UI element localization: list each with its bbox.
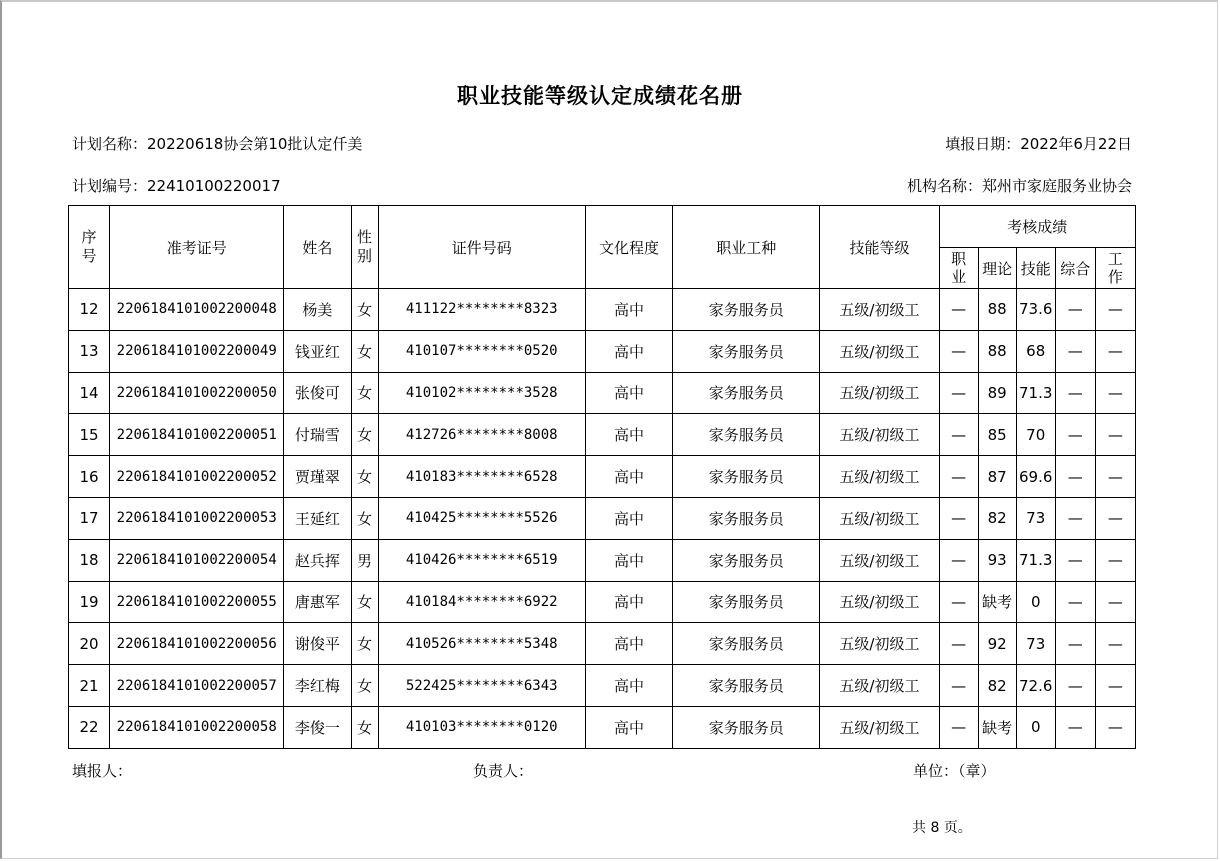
cell-score-work: — bbox=[1095, 372, 1135, 414]
table-row bbox=[69, 289, 1136, 331]
cell-score-skill: 68 bbox=[1016, 330, 1055, 372]
header-score-overall: 综合 bbox=[1055, 248, 1095, 289]
header-score-theory: 理论 bbox=[978, 248, 1016, 289]
cell-score-vocation: — bbox=[939, 497, 978, 539]
cell-seq: 19 bbox=[69, 581, 110, 623]
cell-exam-no: 2206184101002200057 bbox=[110, 665, 284, 707]
header-exam-no: 准考证号 bbox=[110, 206, 284, 289]
cell-name: 谢俊平 bbox=[284, 623, 351, 665]
cell-exam-no: 2206184101002200055 bbox=[110, 581, 284, 623]
cell-score-overall: — bbox=[1055, 372, 1095, 414]
cell-score-vocation: — bbox=[939, 330, 978, 372]
cell-exam-no: 2206184101002200056 bbox=[110, 623, 284, 665]
cell-level: 五级/初级工 bbox=[820, 665, 939, 707]
cell-score-skill: 73 bbox=[1016, 497, 1055, 539]
cell-score-vocation: — bbox=[939, 539, 978, 581]
table-row bbox=[69, 665, 1136, 707]
cell-level: 五级/初级工 bbox=[820, 623, 939, 665]
cell-score-vocation: — bbox=[939, 456, 978, 498]
cell-exam-no: 2206184101002200058 bbox=[110, 706, 284, 748]
cell-id-no: 522425********6343 bbox=[378, 665, 585, 707]
header-scores: 考核成绩 bbox=[939, 206, 1135, 248]
cell-id-no: 410183********6528 bbox=[378, 456, 585, 498]
cell-level: 五级/初级工 bbox=[820, 706, 939, 748]
cell-education: 高中 bbox=[585, 456, 672, 498]
cell-education: 高中 bbox=[585, 330, 672, 372]
cell-score-skill: 71.3 bbox=[1016, 539, 1055, 581]
cell-score-theory: 88 bbox=[978, 330, 1016, 372]
cell-seq: 22 bbox=[69, 706, 110, 748]
cell-occupation: 家务服务员 bbox=[673, 330, 820, 372]
org-name: 机构名称：郑州市家庭服务业协会 bbox=[906, 177, 1132, 195]
cell-seq: 20 bbox=[69, 623, 110, 665]
cell-gender: 女 bbox=[351, 456, 378, 498]
fill-date: 填报日期：2022年6月22日 bbox=[945, 135, 1132, 153]
cell-score-skill: 73.6 bbox=[1016, 289, 1055, 331]
cell-score-theory: 92 bbox=[978, 623, 1016, 665]
plan-number: 计划编号：22410100220017 bbox=[72, 177, 281, 195]
cell-occupation: 家务服务员 bbox=[673, 581, 820, 623]
cell-occupation: 家务服务员 bbox=[673, 706, 820, 748]
header-score-vocation: 职业 bbox=[939, 248, 978, 289]
cell-exam-no: 2206184101002200050 bbox=[110, 372, 284, 414]
roster-body bbox=[69, 289, 1136, 749]
cell-score-work: — bbox=[1095, 581, 1135, 623]
header-score-skill: 技能 bbox=[1016, 248, 1055, 289]
cell-name: 钱亚红 bbox=[284, 330, 351, 372]
cell-score-skill: 0 bbox=[1016, 581, 1055, 623]
cell-score-overall: — bbox=[1055, 623, 1095, 665]
cell-score-vocation: — bbox=[939, 372, 978, 414]
table-row bbox=[69, 539, 1136, 581]
cell-gender: 女 bbox=[351, 372, 378, 414]
cell-score-overall: — bbox=[1055, 497, 1095, 539]
cell-score-overall: — bbox=[1055, 289, 1095, 331]
cell-score-theory: 缺考 bbox=[978, 706, 1016, 748]
cell-education: 高中 bbox=[585, 289, 672, 331]
cell-level: 五级/初级工 bbox=[820, 581, 939, 623]
cell-score-overall: — bbox=[1055, 665, 1095, 707]
cell-seq: 13 bbox=[69, 330, 110, 372]
cell-name: 张俊可 bbox=[284, 372, 351, 414]
cell-occupation: 家务服务员 bbox=[673, 456, 820, 498]
table-row bbox=[69, 623, 1136, 665]
cell-id-no: 412726********8008 bbox=[378, 414, 585, 456]
cell-id-no: 410526********5348 bbox=[378, 623, 585, 665]
cell-seq: 15 bbox=[69, 414, 110, 456]
cell-occupation: 家务服务员 bbox=[673, 497, 820, 539]
cell-score-theory: 87 bbox=[978, 456, 1016, 498]
cell-score-overall: — bbox=[1055, 414, 1095, 456]
cell-score-overall: — bbox=[1055, 539, 1095, 581]
cell-gender: 女 bbox=[351, 623, 378, 665]
cell-exam-no: 2206184101002200053 bbox=[110, 497, 284, 539]
cell-occupation: 家务服务员 bbox=[673, 372, 820, 414]
cell-education: 高中 bbox=[585, 539, 672, 581]
cell-score-vocation: — bbox=[939, 414, 978, 456]
cell-score-theory: 82 bbox=[978, 497, 1016, 539]
footer-filler: 填报人： bbox=[72, 762, 133, 780]
cell-name: 李俊一 bbox=[284, 706, 351, 748]
cell-level: 五级/初级工 bbox=[820, 372, 939, 414]
cell-occupation: 家务服务员 bbox=[673, 539, 820, 581]
cell-score-skill: 72.6 bbox=[1016, 665, 1055, 707]
cell-score-work: — bbox=[1095, 623, 1135, 665]
cell-score-vocation: — bbox=[939, 665, 978, 707]
cell-level: 五级/初级工 bbox=[820, 414, 939, 456]
cell-occupation: 家务服务员 bbox=[673, 623, 820, 665]
cell-score-overall: — bbox=[1055, 706, 1095, 748]
plan-name: 计划名称：20220618协会第10批认定仟美 bbox=[72, 135, 363, 153]
cell-occupation: 家务服务员 bbox=[673, 414, 820, 456]
cell-score-skill: 71.3 bbox=[1016, 372, 1055, 414]
cell-id-no: 410426********6519 bbox=[378, 539, 585, 581]
cell-gender: 女 bbox=[351, 665, 378, 707]
cell-score-overall: — bbox=[1055, 330, 1095, 372]
cell-seq: 18 bbox=[69, 539, 110, 581]
header-education: 文化程度 bbox=[585, 206, 672, 289]
page-count: 共 8 页。 bbox=[912, 820, 972, 836]
cell-score-skill: 70 bbox=[1016, 414, 1055, 456]
cell-seq: 17 bbox=[69, 497, 110, 539]
header-seq: 序号 bbox=[69, 206, 110, 289]
cell-score-theory: 85 bbox=[978, 414, 1016, 456]
cell-level: 五级/初级工 bbox=[820, 497, 939, 539]
cell-gender: 女 bbox=[351, 330, 378, 372]
cell-score-work: — bbox=[1095, 665, 1135, 707]
table-row bbox=[69, 330, 1136, 372]
cell-score-skill: 69.6 bbox=[1016, 456, 1055, 498]
cell-score-theory: 93 bbox=[978, 539, 1016, 581]
cell-seq: 16 bbox=[69, 456, 110, 498]
cell-level: 五级/初级工 bbox=[820, 456, 939, 498]
cell-level: 五级/初级工 bbox=[820, 539, 939, 581]
cell-id-no: 410184********6922 bbox=[378, 581, 585, 623]
cell-score-skill: 0 bbox=[1016, 706, 1055, 748]
cell-id-no: 410107********0520 bbox=[378, 330, 585, 372]
header-id-no: 证件号码 bbox=[378, 206, 585, 289]
cell-id-no: 410102********3528 bbox=[378, 372, 585, 414]
cell-gender: 女 bbox=[351, 289, 378, 331]
footer-responsible: 负责人： bbox=[473, 762, 534, 780]
cell-gender: 女 bbox=[351, 581, 378, 623]
cell-exam-no: 2206184101002200049 bbox=[110, 330, 284, 372]
cell-education: 高中 bbox=[585, 706, 672, 748]
cell-name: 杨美 bbox=[284, 289, 351, 331]
header-occupation: 职业工种 bbox=[673, 206, 820, 289]
cell-score-overall: — bbox=[1055, 456, 1095, 498]
cell-education: 高中 bbox=[585, 414, 672, 456]
cell-score-work: — bbox=[1095, 706, 1135, 748]
document-title: 职业技能等级认定成绩花名册 bbox=[457, 84, 743, 108]
cell-level: 五级/初级工 bbox=[820, 330, 939, 372]
cell-exam-no: 2206184101002200048 bbox=[110, 289, 284, 331]
cell-id-no: 410425********5526 bbox=[378, 497, 585, 539]
cell-level: 五级/初级工 bbox=[820, 289, 939, 331]
cell-name: 贾瑾翠 bbox=[284, 456, 351, 498]
cell-score-work: — bbox=[1095, 289, 1135, 331]
cell-score-overall: — bbox=[1055, 581, 1095, 623]
cell-gender: 女 bbox=[351, 706, 378, 748]
cell-score-work: — bbox=[1095, 456, 1135, 498]
cell-id-no: 411122********8323 bbox=[378, 289, 585, 331]
cell-seq: 12 bbox=[69, 289, 110, 331]
cell-score-theory: 89 bbox=[978, 372, 1016, 414]
cell-occupation: 家务服务员 bbox=[673, 289, 820, 331]
cell-gender: 女 bbox=[351, 414, 378, 456]
cell-score-vocation: — bbox=[939, 581, 978, 623]
cell-gender: 男 bbox=[351, 539, 378, 581]
header-level: 技能等级 bbox=[820, 206, 939, 289]
cell-name: 赵兵挥 bbox=[284, 539, 351, 581]
cell-gender: 女 bbox=[351, 497, 378, 539]
cell-exam-no: 2206184101002200054 bbox=[110, 539, 284, 581]
table-row bbox=[69, 372, 1136, 414]
table-row bbox=[69, 456, 1136, 498]
cell-score-work: — bbox=[1095, 414, 1135, 456]
table-row bbox=[69, 706, 1136, 748]
cell-education: 高中 bbox=[585, 665, 672, 707]
cell-exam-no: 2206184101002200052 bbox=[110, 456, 284, 498]
cell-name: 王延红 bbox=[284, 497, 351, 539]
cell-score-work: — bbox=[1095, 539, 1135, 581]
cell-name: 唐惠军 bbox=[284, 581, 351, 623]
cell-occupation: 家务服务员 bbox=[673, 665, 820, 707]
table-row bbox=[69, 581, 1136, 623]
cell-education: 高中 bbox=[585, 581, 672, 623]
cell-score-work: — bbox=[1095, 330, 1135, 372]
cell-name: 李红梅 bbox=[284, 665, 351, 707]
cell-score-theory: 82 bbox=[978, 665, 1016, 707]
table-row bbox=[69, 414, 1136, 456]
score-roster-table bbox=[68, 205, 1136, 749]
cell-seq: 14 bbox=[69, 372, 110, 414]
footer-unit: 单位：（章） bbox=[913, 762, 996, 780]
header-name: 姓名 bbox=[284, 206, 351, 289]
header-gender: 性别 bbox=[351, 206, 378, 289]
cell-score-theory: 88 bbox=[978, 289, 1016, 331]
cell-score-vocation: — bbox=[939, 706, 978, 748]
cell-score-vocation: — bbox=[939, 623, 978, 665]
table-row bbox=[69, 497, 1136, 539]
cell-score-theory: 缺考 bbox=[978, 581, 1016, 623]
cell-id-no: 410103********0120 bbox=[378, 706, 585, 748]
cell-seq: 21 bbox=[69, 665, 110, 707]
cell-score-vocation: — bbox=[939, 289, 978, 331]
cell-education: 高中 bbox=[585, 372, 672, 414]
cell-education: 高中 bbox=[585, 623, 672, 665]
header-score-work: 工作 bbox=[1095, 248, 1135, 289]
cell-exam-no: 2206184101002200051 bbox=[110, 414, 284, 456]
cell-name: 付瑞雪 bbox=[284, 414, 351, 456]
cell-score-skill: 73 bbox=[1016, 623, 1055, 665]
cell-education: 高中 bbox=[585, 497, 672, 539]
cell-score-work: — bbox=[1095, 497, 1135, 539]
